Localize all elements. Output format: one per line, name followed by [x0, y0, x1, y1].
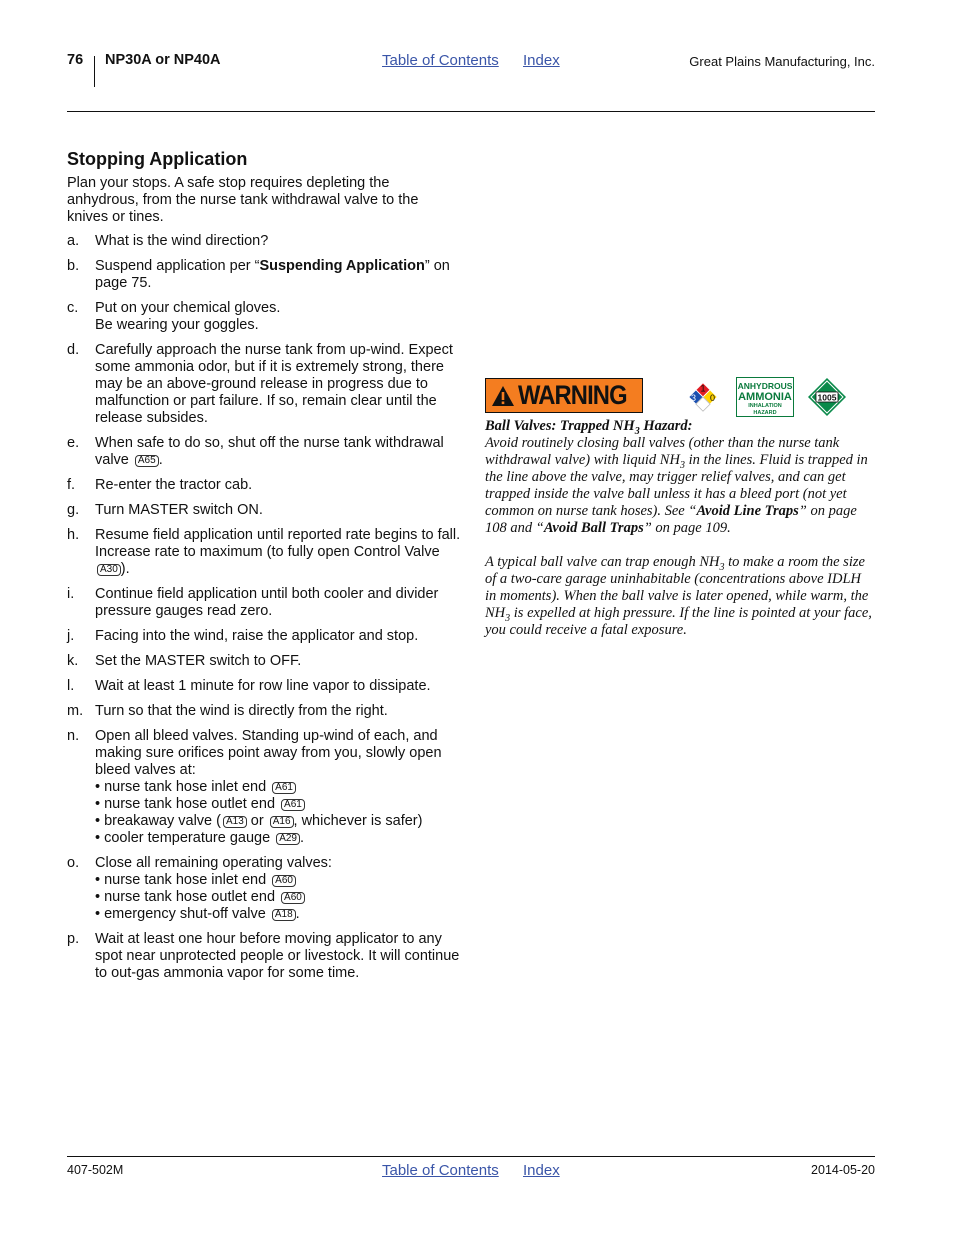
- footer-rule: [67, 1156, 875, 1157]
- step-k: [67, 653, 462, 670]
- bullet-text: • emergency shut-off valve: [95, 906, 266, 922]
- step-c: [67, 300, 462, 334]
- step-text: Continue field application until both cooler and divider pressure gauges read zero.: [95, 586, 439, 619]
- bullet-text: • breakaway valve (: [95, 813, 221, 829]
- step-text: [95, 527, 462, 578]
- part-ref: A18: [272, 909, 296, 921]
- subscript: 3: [505, 612, 511, 624]
- step-h: [67, 527, 462, 578]
- step-letter: h.: [67, 527, 80, 543]
- list-item: [95, 813, 462, 830]
- step-b-crossref[interactable]: Suspending Application: [259, 258, 425, 274]
- header-toc-link[interactable]: Table of Contents: [382, 52, 499, 69]
- warning-crossref[interactable]: Avoid Ball Traps: [543, 520, 644, 536]
- company-name: Great Plains Manufacturing, Inc.: [689, 54, 875, 69]
- warning-paragraph-2: [485, 554, 875, 639]
- part-ref: A61: [281, 799, 305, 811]
- step-h-text: Resume field application until reported rate begins to fall. Increase rate to maximum (to fully open Control Valve: [95, 527, 461, 560]
- part-ref: A60: [272, 875, 296, 887]
- un-number: 1005: [817, 392, 837, 403]
- bullet-text: • cooler temperature gauge: [95, 830, 271, 846]
- warning-text: to make a room the size of a two-care garage uninhabitable (concentrations above IDLH in moments). When the ball valve is later opened, while warm, the NH: [485, 554, 869, 621]
- step-letter: m.: [67, 703, 84, 719]
- list-item: [95, 796, 462, 813]
- doc-date: 2014-05-20: [811, 1163, 875, 1177]
- step-text: Turn MASTER switch ON.: [95, 502, 263, 518]
- step-m: [67, 703, 462, 720]
- step-text: Wait at least one hour before moving applicator to any spot near unprotected people or livestock. It will continue to out-gas ammonia vapor for some time.: [95, 931, 460, 981]
- step-letter: e.: [67, 435, 80, 451]
- warning-title: [485, 418, 693, 437]
- subscript: 3: [679, 459, 685, 471]
- nfpa-reactivity: 0: [709, 393, 716, 403]
- step-n: [67, 728, 462, 847]
- part-ref: A60: [281, 892, 305, 904]
- step-n-text: Open all bleed valves. Standing up-wind of each, and making sure orifices point away from you, slowly open bleed valves at:: [95, 728, 442, 778]
- warning-banner: [485, 378, 643, 413]
- step-text: [95, 728, 462, 847]
- step-text: Facing into the wind, raise the applicator and stop.: [95, 628, 419, 644]
- list-item: [95, 889, 462, 906]
- step-b-pre: Suspend application per “: [95, 258, 260, 274]
- step-c-line1: Put on your chemical gloves.: [95, 300, 281, 316]
- step-a: [67, 233, 462, 250]
- warning-text: Avoid routinely closing ball valves (other than the nurse tank withdrawal valve) with liquid NH: [485, 435, 840, 468]
- step-p: [67, 931, 462, 982]
- step-f: [67, 477, 462, 494]
- list-item: [95, 872, 462, 889]
- bullet-text: .: [295, 906, 300, 922]
- doc-number: 407-502M: [67, 1163, 124, 1177]
- step-text: [95, 258, 462, 292]
- step-l: [67, 678, 462, 695]
- section-title: Stopping Application: [67, 149, 248, 169]
- warning-header-row: [485, 377, 875, 417]
- subscript: 3: [719, 561, 725, 573]
- steps-list: [67, 233, 462, 990]
- nfpa-flammability: 1: [700, 383, 706, 394]
- step-j: [67, 628, 462, 645]
- warning-title-text: Ball Valves: Trapped NH: [485, 418, 635, 434]
- step-letter: f.: [67, 477, 76, 493]
- step-text: Wait at least 1 minute for row line vapor to dissipate.: [95, 678, 431, 694]
- bullet-text: • nurse tank hose outlet end: [95, 889, 276, 905]
- step-b: [67, 258, 462, 292]
- warning-body: [485, 418, 875, 656]
- header-index-link[interactable]: Index: [523, 52, 560, 69]
- step-letter: d.: [67, 342, 80, 358]
- header-rule: [67, 111, 875, 112]
- sign-line1: ANHYDROUS: [737, 381, 793, 391]
- bullet-text: • nurse tank hose inlet end: [95, 779, 267, 795]
- sign-line2: AMMONIA: [738, 391, 792, 403]
- section-intro: Plan your stops. A safe stop requires depleting the anhydrous, from the nurse tank withdrawal valve to the knives or tines.: [67, 175, 419, 225]
- step-letter: i.: [67, 586, 75, 602]
- step-d: [67, 342, 462, 427]
- step-letter: c.: [67, 300, 79, 316]
- step-o: [67, 855, 462, 923]
- step-e-post: .: [158, 452, 163, 468]
- footer-index-link[interactable]: Index: [523, 1162, 560, 1179]
- un-1005-placard-icon: [807, 377, 847, 417]
- step-text: Turn so that the wind is directly from the right.: [95, 703, 388, 719]
- step-letter: b.: [67, 258, 80, 274]
- warning-title-text: Hazard:: [639, 418, 693, 434]
- warning-text: is expelled at high pressure. If the line is pointed at your face, you could receive a fatal exposure.: [485, 605, 872, 638]
- part-ref: A29: [276, 833, 300, 845]
- part-ref: A30: [97, 564, 121, 576]
- step-text: What is the wind direction?: [95, 233, 269, 249]
- step-h-post: ).: [120, 561, 130, 577]
- header-divider: [94, 56, 95, 87]
- subscript: 3: [634, 425, 640, 437]
- bullet-text: • nurse tank hose outlet end: [95, 796, 276, 812]
- footer-toc-link[interactable]: Table of Contents: [382, 1162, 499, 1179]
- step-text: [95, 435, 462, 469]
- warning-text: ” on page 109.: [643, 520, 731, 536]
- bullet-text: or: [246, 813, 268, 829]
- step-letter: p.: [67, 931, 80, 947]
- step-text: Re-enter the tractor cab.: [95, 477, 253, 493]
- list-item: [95, 906, 462, 923]
- step-letter: k.: [67, 653, 79, 669]
- bullet-text: , whichever is safer): [293, 813, 423, 829]
- step-letter: a.: [67, 233, 80, 249]
- step-text: Set the MASTER switch to OFF.: [95, 653, 302, 669]
- step-i: [67, 586, 462, 620]
- nfpa-health: 3: [690, 393, 697, 403]
- part-ref: A65: [135, 455, 159, 467]
- warning-label: WARNING: [518, 380, 627, 410]
- step-letter: l.: [67, 678, 75, 694]
- part-ref: A16: [270, 816, 294, 828]
- warning-triangle-icon: [491, 385, 515, 407]
- warning-crossref[interactable]: Avoid Line Traps: [696, 503, 799, 519]
- step-letter: o.: [67, 855, 80, 871]
- step-c-line2: Be wearing your goggles.: [95, 317, 259, 333]
- part-ref: A61: [272, 782, 296, 794]
- nfpa-diamond-icon: [685, 379, 721, 415]
- step-e-text: When safe to do so, shut off the nurse tank withdrawal valve: [95, 435, 444, 468]
- list-item: [95, 779, 462, 796]
- step-g: [67, 502, 462, 519]
- list-item: [95, 830, 462, 847]
- sign-line3: INHALATION HAZARD: [748, 403, 782, 416]
- warning-text: in the lines. Fluid is trapped in the line above the valve, may trigger relief valves, and can get trapped inside the valve ball unless it has a bleed port (not yet common on nurse tank hoses). See “: [485, 452, 868, 519]
- anhydrous-ammonia-sign-icon: [736, 377, 794, 417]
- warning-paragraph-1: [485, 418, 875, 537]
- step-b-post: ” on page 75.: [95, 258, 450, 291]
- step-letter: g.: [67, 502, 80, 518]
- step-e: [67, 435, 462, 469]
- warning-text: A typical ball valve can trap enough NH: [485, 554, 720, 570]
- step-letter: n.: [67, 728, 80, 744]
- step-text: Carefully approach the nurse tank from up-wind. Expect some ammonia odor, but if it is extremely strong, there may be an above-ground release in progress due to malfunction or part failure. If so, remain clear until the release subsides.: [95, 342, 453, 426]
- model-title: NP30A or NP40A: [105, 52, 221, 68]
- part-ref: A13: [223, 816, 247, 828]
- bullet-text: • nurse tank hose inlet end: [95, 872, 267, 888]
- step-letter: j.: [67, 628, 75, 644]
- step-text: [95, 300, 462, 334]
- step-o-text: Close all remaining operating valves:: [95, 855, 332, 871]
- page-number: 76: [67, 52, 84, 68]
- bullet-text: .: [299, 830, 305, 846]
- warning-text: ” on page 108 and “: [485, 503, 857, 536]
- step-text: [95, 855, 462, 923]
